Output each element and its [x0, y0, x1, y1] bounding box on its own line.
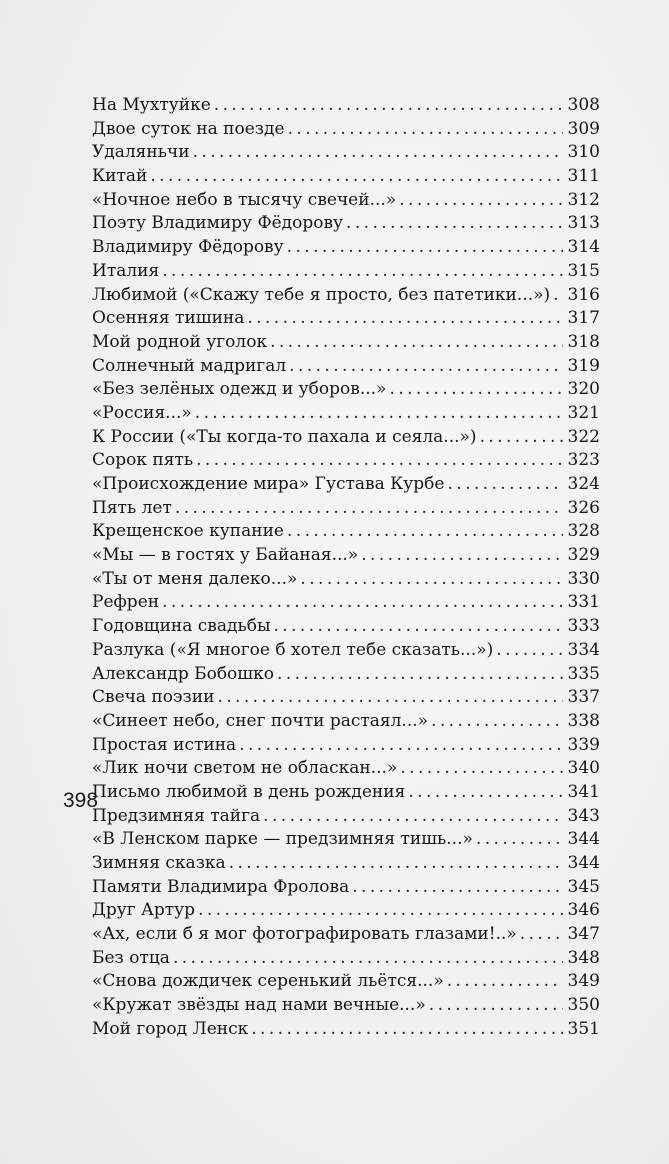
toc-dot-leader [399, 189, 563, 213]
toc-entry-page: 310 [567, 142, 600, 163]
toc-entry-page: 339 [567, 734, 600, 755]
toc-entry-page: 314 [567, 237, 600, 258]
toc-dot-leader [173, 947, 563, 971]
toc-entry [92, 378, 600, 402]
toc-entry [92, 402, 600, 426]
toc-dot-leader [480, 426, 563, 450]
toc-entry-page: 344 [567, 853, 600, 873]
toc-entry-page: 316 [567, 284, 600, 305]
toc-dot-leader [476, 828, 563, 852]
toc-entry-title: Поэту Владимиру Фёдорову [92, 213, 344, 234]
toc-entry [92, 639, 600, 663]
toc-entry-page: 337 [567, 687, 600, 708]
toc-entry-page: 338 [567, 710, 600, 731]
toc-entry-title: Письмо любимой в день рождения [92, 781, 406, 802]
toc-entry [92, 94, 600, 118]
toc-dot-leader [263, 805, 563, 829]
toc-entry-page: 324 [567, 474, 600, 494]
toc-entry [92, 1018, 600, 1042]
toc-entry [92, 568, 600, 592]
toc-dot-leader [346, 212, 563, 236]
toc-entry-page: 317 [567, 308, 600, 329]
toc-entry-title: Предзимняя тайга [92, 805, 261, 826]
toc-entry-title: «Происхождение мира» Густава Курбе [92, 474, 445, 494]
toc-dot-leader [287, 520, 563, 544]
toc-entry [92, 923, 600, 947]
toc-entry-page: 340 [567, 758, 600, 779]
toc-entry-title: Мой родной уголок [92, 331, 268, 352]
toc-dot-leader [150, 165, 563, 189]
toc-dot-leader [289, 355, 563, 379]
toc-entry [92, 520, 600, 544]
toc-entry-page: 311 [567, 166, 600, 187]
toc-entry-page: 344 [567, 829, 600, 850]
toc-dot-leader [270, 331, 563, 355]
toc-entry-title: Осенняя тишина [92, 308, 245, 329]
toc-entry-title: Солнечный мадригал [92, 355, 287, 376]
toc-dot-leader [447, 473, 563, 497]
toc-entry-title: Друг Артур [92, 900, 196, 921]
toc-entry-page: 318 [567, 331, 600, 352]
toc-dot-leader [400, 757, 563, 781]
toc-entry [92, 355, 600, 379]
toc-entry-page: 350 [567, 995, 600, 1016]
toc-entry [92, 805, 600, 829]
toc-dot-leader [408, 781, 563, 805]
toc-entry-page: 326 [567, 497, 600, 518]
toc-entry [92, 307, 600, 331]
toc-entry-page: 347 [567, 924, 600, 945]
toc-entry [92, 828, 600, 852]
toc-dot-leader [239, 734, 563, 758]
toc-entry-title: Без отца [92, 947, 170, 968]
toc-entry-page: 313 [567, 213, 600, 234]
toc-dot-leader [389, 378, 563, 402]
toc-dot-leader [251, 1018, 563, 1042]
toc-entry-page: 343 [567, 805, 600, 826]
toc-dot-leader [553, 284, 563, 308]
toc-dot-leader [277, 663, 563, 687]
toc-entry-page: 341 [567, 781, 600, 802]
toc-entry [92, 449, 600, 473]
toc-entry-page: 351 [567, 1018, 600, 1039]
toc-entry-title: Двое суток на поезде [92, 118, 285, 139]
toc-dot-leader [162, 591, 563, 615]
toc-dot-leader [361, 544, 563, 568]
toc-entry [92, 284, 600, 308]
toc-entry-page: 345 [567, 876, 600, 897]
toc-entry-title: Годовщина свадьбы [92, 616, 271, 637]
toc-entry [92, 686, 600, 710]
toc-entry [92, 260, 600, 284]
toc-entry [92, 781, 600, 805]
toc-entry [92, 663, 600, 687]
toc-dot-leader [496, 639, 563, 663]
toc-dot-leader [162, 260, 563, 284]
toc-entry [92, 876, 600, 900]
toc-entry-title: Мой город Ленск [92, 1018, 249, 1039]
toc-entry [92, 970, 600, 994]
toc-dot-leader [520, 923, 563, 947]
toc-entry-page: 329 [567, 545, 600, 566]
toc-dot-leader [352, 876, 563, 900]
toc-entry-title: Италия [92, 260, 160, 281]
toc-entry [92, 189, 600, 213]
toc-entry-page: 335 [567, 663, 600, 684]
toc-entry [92, 757, 600, 781]
toc-entry-title: «Россия...» [92, 402, 192, 423]
toc-entry-page: 320 [567, 379, 600, 400]
toc-dot-leader [193, 141, 563, 165]
toc-entry [92, 710, 600, 734]
toc-entry-title: «Лик ночи светом не обласкан...» [92, 758, 398, 779]
toc-dot-leader [429, 994, 563, 1018]
toc-entry [92, 426, 600, 450]
toc-entry-title: Любимой («Скажу тебе я просто, без патетики...») [92, 284, 551, 305]
toc-entry-title: Китай [92, 166, 148, 187]
toc-entry [92, 331, 600, 355]
toc-entry-title: «Мы — в гостях у Байаная...» [92, 545, 359, 566]
toc-entry-page: 323 [567, 450, 600, 471]
toc-entry-page: 328 [567, 521, 600, 542]
toc-entry-title: «В Ленском парке — предзимняя тишь...» [92, 829, 473, 850]
toc-entry [92, 994, 600, 1018]
toc-dot-leader [247, 307, 563, 331]
toc-entry [92, 212, 600, 236]
toc-entry-page: 349 [567, 971, 600, 992]
toc-entry-title: На Мухтуйке [92, 95, 211, 115]
toc-entry-page: 333 [567, 616, 600, 637]
toc-entry-title: Памяти Владимира Фролова [92, 876, 350, 897]
toc-entry [92, 615, 600, 639]
toc-entry-title: Рефрен [92, 592, 160, 613]
toc-dot-leader [273, 615, 563, 639]
toc-entry-title: Сорок пять [92, 450, 194, 471]
toc-entry [92, 497, 600, 521]
toc-dot-leader [217, 686, 563, 710]
toc-dot-leader [229, 852, 563, 876]
toc-entry-page: 346 [567, 900, 600, 921]
toc-entry [92, 141, 600, 165]
toc-entry-page: 319 [567, 355, 600, 376]
toc-dot-leader [288, 118, 563, 142]
toc-dot-leader [195, 402, 563, 426]
toc-entry-page: 315 [567, 260, 600, 281]
toc-entry-title: «Синеет небо, снег почти растаял...» [92, 710, 429, 731]
toc-entry [92, 734, 600, 758]
toc-entry-title: Свеча поэзии [92, 687, 215, 708]
toc-entry-page: 331 [567, 592, 600, 613]
toc-entry-page: 348 [567, 947, 600, 968]
toc-entry-title: «Ночное небо в тысячу свечей...» [92, 189, 397, 210]
toc-dot-leader [447, 970, 563, 994]
toc-entry-title: Крещенское купание [92, 521, 284, 542]
toc-entry-page: 322 [567, 426, 600, 447]
toc-entry-title: К России («Ты когда-то пахала и сеяла...») [92, 426, 477, 447]
toc-entry [92, 899, 600, 923]
toc-entry-page: 321 [567, 402, 600, 423]
toc-dot-leader [300, 568, 563, 592]
toc-entry [92, 473, 600, 497]
toc-dot-leader [175, 497, 563, 521]
toc-dot-leader [214, 94, 563, 118]
toc-entry [92, 852, 600, 876]
toc-dot-leader [431, 710, 563, 734]
toc-entry-title: Простая истина [92, 734, 237, 755]
toc-entry-title: Пять лет [92, 497, 172, 518]
toc-entry-page: 312 [567, 189, 600, 210]
toc-entry-title: Удаляньчи [92, 142, 190, 163]
toc-entry [92, 165, 600, 189]
toc-entry [92, 118, 600, 142]
toc-dot-leader [287, 236, 563, 260]
toc-entry-page: 330 [567, 568, 600, 589]
toc-entry-title: «Снова дождичек серенький льётся...» [92, 971, 444, 992]
toc-entry-title: «Без зелёных одежд и уборов...» [92, 379, 387, 400]
toc-entry-page: 334 [567, 639, 600, 660]
toc-dot-leader [196, 449, 563, 473]
toc-entry-title: Владимиру Фёдорову [92, 237, 284, 258]
toc-entry-title: «Кружат звёзды над нами вечные...» [92, 995, 426, 1016]
toc-entry-page: 308 [567, 95, 600, 115]
toc-entry [92, 947, 600, 971]
page-number: 398 [63, 789, 99, 812]
toc-entry [92, 236, 600, 260]
toc-entry [92, 544, 600, 568]
toc-entry-title: «Ты от меня далеко...» [92, 568, 298, 589]
toc-entry [92, 591, 600, 615]
toc-entry-title: «Ах, если б я мог фотографировать глазами!..» [92, 924, 517, 945]
toc-entry-title: Зимняя сказка [92, 853, 226, 873]
toc-dot-leader [198, 899, 563, 923]
toc-entry-title: Разлука («Я многое б хотел тебе сказать...») [92, 639, 494, 660]
toc-entry-page: 309 [567, 118, 600, 139]
table-of-contents [92, 94, 600, 1042]
toc-entry-title: Александр Бобошко [92, 663, 274, 684]
